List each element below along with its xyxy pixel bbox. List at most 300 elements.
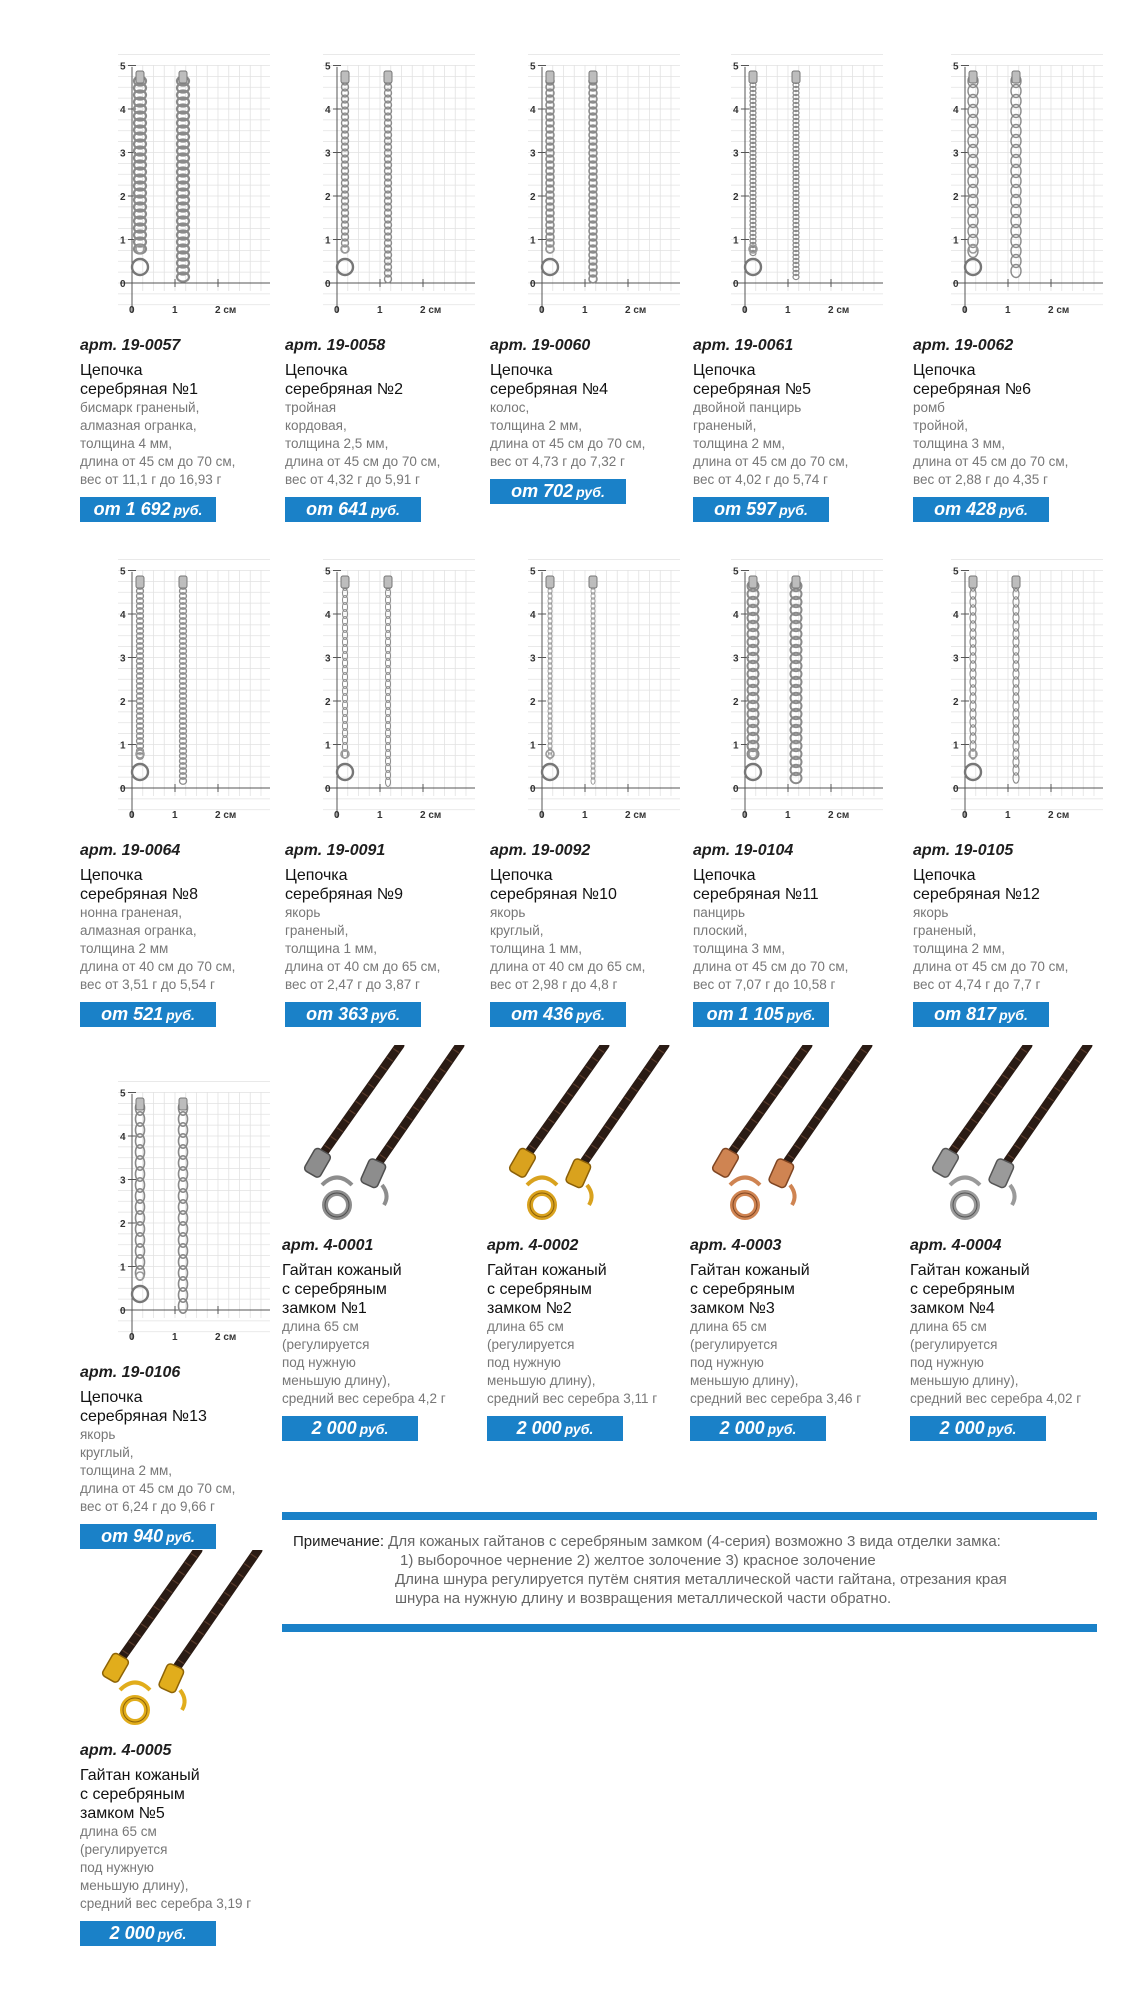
- ruler-y-tick: 0: [325, 784, 331, 795]
- chain-card-c1[interactable]: [80, 45, 285, 522]
- product-name-line: замком №1: [282, 1300, 367, 1317]
- price-badge[interactable]: [490, 1002, 626, 1027]
- product-photo: [285, 550, 475, 840]
- product-name-line: серебряная №11: [693, 886, 819, 903]
- price-badge[interactable]: [285, 1002, 421, 1027]
- product-name-line: серебряная №5: [693, 381, 811, 398]
- ruler-x-tick: 1: [172, 305, 178, 316]
- cord-card-g4[interactable]: [910, 1045, 1115, 1441]
- article-number: арт. 19-0105: [913, 842, 1014, 859]
- product-photo: [285, 45, 475, 335]
- product-name-line: серебряная №4: [490, 381, 608, 398]
- price-amount: от 1 105: [706, 1004, 784, 1024]
- note-bottom-divider: [282, 1624, 1097, 1632]
- product-name-line: замком №4: [910, 1300, 995, 1317]
- description-line: (регулируется: [80, 1842, 168, 1857]
- product-name-line: замком №3: [690, 1300, 775, 1317]
- product-name: [285, 361, 490, 399]
- description-line: ромб: [913, 400, 945, 415]
- chain-image: [542, 71, 597, 283]
- ruler-y-tick: 5: [120, 61, 126, 73]
- description-line: длина 65 см: [487, 1319, 564, 1334]
- ruler-x-tick: 0: [129, 810, 135, 821]
- description-line: вес от 6,24 г до 9,66 г: [80, 1499, 215, 1514]
- article-number: арт. 4-0002: [487, 1237, 579, 1254]
- description-line: меньшую длину),: [690, 1373, 799, 1388]
- ruler-y-tick: 1: [325, 235, 331, 247]
- ruler-x-tick: 0: [129, 305, 135, 316]
- chain-card-c8[interactable]: [490, 550, 695, 1027]
- description-line: якорь: [285, 905, 321, 920]
- description-line: длина от 45 см до 70 см,: [80, 1481, 236, 1496]
- product-name: [80, 1388, 285, 1426]
- article-number: арт. 19-0064: [80, 842, 181, 859]
- product-name-line: серебряная №6: [913, 381, 1031, 398]
- product-name-line: серебряная №8: [80, 886, 198, 903]
- product-name-line: Цепочка: [285, 867, 348, 884]
- price-currency: руб.: [359, 1421, 389, 1437]
- ruler-y-tick: 0: [733, 279, 739, 290]
- product-description: [80, 1823, 285, 1913]
- product-photo: [80, 1072, 270, 1362]
- description-line: толщина 1 мм,: [490, 941, 583, 956]
- ruler-x-tick: 0: [129, 1332, 135, 1343]
- price-amount: от 940: [101, 1526, 164, 1546]
- price-amount: от 363: [306, 1004, 369, 1024]
- description-line: вес от 4,32 г до 5,91 г: [285, 472, 420, 487]
- ruler-y-tick: 1: [530, 740, 536, 752]
- ruler-y-tick: 3: [733, 653, 739, 665]
- product-description: [80, 1426, 285, 1516]
- cord-card-g3[interactable]: [690, 1045, 895, 1441]
- product-description: [913, 399, 1118, 489]
- product-name-line: серебряная №10: [490, 886, 617, 903]
- ruler-y-tick: 4: [120, 1132, 126, 1143]
- ruler-y-tick: 2: [325, 697, 331, 708]
- cord-image: [508, 1045, 665, 1217]
- ruler-y-tick: 4: [733, 610, 739, 621]
- product-name-line: замком №5: [80, 1805, 165, 1822]
- ruler-x-tick: 2 см: [1048, 810, 1070, 821]
- ruler-x-tick: 1: [785, 305, 791, 316]
- chain-card-c7[interactable]: [285, 550, 490, 1027]
- product-description: [285, 399, 490, 489]
- description-line: толщина 2,5 мм,: [285, 436, 389, 451]
- price-amount: 2 000: [109, 1923, 155, 1943]
- ruler-x-tick: 1: [1005, 305, 1011, 316]
- description-line: длина 65 см: [910, 1319, 987, 1334]
- product-photo: [80, 45, 270, 335]
- chain-card-c10[interactable]: [913, 550, 1118, 1027]
- price-amount: от 1 692: [93, 499, 171, 519]
- product-name-line: Цепочка: [285, 362, 348, 379]
- description-line: средний вес серебра 4,02 г: [910, 1391, 1082, 1406]
- product-name-line: Цепочка: [80, 362, 143, 379]
- ruler-y-tick: 4: [953, 105, 959, 116]
- price-badge[interactable]: [80, 1002, 216, 1027]
- product-name-line: серебряная №2: [285, 381, 403, 398]
- price-currency: руб.: [371, 1007, 400, 1023]
- product-name-line: серебряная №9: [285, 886, 403, 903]
- ruler-x-tick: 2 см: [828, 305, 850, 316]
- price-badge[interactable]: [913, 1002, 1049, 1027]
- description-line: толщина 2 мм,: [80, 1463, 173, 1478]
- product-name: [487, 1261, 692, 1318]
- product-description: [487, 1318, 692, 1408]
- product-photo: [490, 45, 680, 335]
- ruler-y-tick: 0: [325, 279, 331, 290]
- ruler-y-tick: 1: [120, 740, 126, 752]
- note-line-3: Длина шнура регулируется путём снятия металлической части гайтана, отрезания края: [395, 1571, 1007, 1588]
- product-name: [490, 866, 695, 904]
- product-name: [913, 866, 1118, 904]
- product-name: [285, 866, 490, 904]
- product-description: [80, 399, 285, 489]
- description-line: вес от 3,51 г до 5,54 г: [80, 977, 215, 992]
- price-badge[interactable]: [80, 1524, 216, 1549]
- description-line: граненый,: [913, 923, 977, 938]
- product-name-line: Гайтан кожаный: [487, 1262, 607, 1279]
- ruler-x-tick: 2 см: [420, 810, 442, 821]
- ruler-x-tick: 1: [377, 305, 383, 316]
- ruler-x-tick: 0: [742, 305, 748, 316]
- ruler-x-tick: 0: [962, 810, 968, 821]
- description-line: панцирь: [693, 905, 746, 920]
- price-amount: 2 000: [311, 1418, 357, 1438]
- description-line: толщина 4 мм,: [80, 436, 173, 451]
- description-line: длина от 40 см до 65 см,: [285, 959, 441, 974]
- article-number: арт. 4-0004: [910, 1237, 1002, 1254]
- description-line: толщина 3 мм,: [693, 941, 786, 956]
- description-line: длина от 45 см до 70 см,: [285, 454, 441, 469]
- description-line: под нужную: [80, 1860, 154, 1875]
- ruler-y-tick: 0: [953, 279, 959, 290]
- chain-image: [542, 576, 597, 784]
- product-description: [693, 904, 898, 994]
- product-name-line: Гайтан кожаный: [910, 1262, 1030, 1279]
- ruler-y-tick: 2: [120, 1219, 126, 1230]
- description-line: якорь: [490, 905, 526, 920]
- description-line: вес от 2,47 г до 3,87 г: [285, 977, 420, 992]
- price-amount: 2 000: [939, 1418, 985, 1438]
- ruler-y-tick: 3: [953, 148, 959, 160]
- ruler-x-tick: 1: [582, 305, 588, 316]
- product-name: [80, 361, 285, 399]
- ruler-y-tick: 1: [733, 235, 739, 247]
- product-description: [285, 904, 490, 994]
- ruler-y-tick: 1: [953, 740, 959, 752]
- price-badge[interactable]: [282, 1416, 418, 1441]
- product-name-line: с серебряным: [690, 1281, 795, 1298]
- description-line: колос,: [490, 400, 530, 415]
- description-line: вес от 7,07 г до 10,58 г: [693, 977, 836, 992]
- chain-card-c5[interactable]: [913, 45, 1118, 522]
- ruler-y-tick: 0: [530, 279, 536, 290]
- ruler-x-tick: 0: [962, 305, 968, 316]
- price-badge[interactable]: [285, 497, 421, 522]
- price-badge[interactable]: [693, 1002, 829, 1027]
- ruler-y-tick: 3: [733, 148, 739, 160]
- description-line: вес от 4,73 г до 7,32 г: [490, 454, 625, 469]
- ruler-y-tick: 0: [120, 784, 126, 795]
- description-line: вес от 2,98 г до 4,8 г: [490, 977, 618, 992]
- ruler-y-tick: 1: [325, 740, 331, 752]
- ruler-y-tick: 1: [530, 235, 536, 247]
- article-number: арт. 19-0057: [80, 337, 181, 354]
- ruler-x-tick: 1: [1005, 810, 1011, 821]
- description-line: длина 65 см: [282, 1319, 359, 1334]
- description-line: якорь: [80, 1427, 116, 1442]
- description-line: длина от 45 см до 70 см,: [913, 454, 1069, 469]
- ruler-y-tick: 2: [733, 192, 739, 203]
- article-number: арт. 19-0092: [490, 842, 591, 859]
- description-line: средний вес серебра 3,11 г: [487, 1391, 658, 1406]
- note-line-2: 1) выборочное чернение 2) желтое золочение 3) красное золочение: [400, 1552, 876, 1569]
- ruler-y-tick: 2: [530, 192, 536, 203]
- price-amount: от 428: [934, 499, 997, 519]
- ruler-y-tick: 3: [120, 653, 126, 665]
- description-line: круглый,: [490, 923, 544, 938]
- product-name-line: замком №2: [487, 1300, 572, 1317]
- price-badge[interactable]: [690, 1416, 826, 1441]
- description-line: толщина 3 мм,: [913, 436, 1006, 451]
- note-label: Примечание:: [293, 1533, 384, 1550]
- note-top-divider: [282, 1512, 1097, 1520]
- product-photo: [80, 550, 270, 840]
- product-name-line: с серебряным: [910, 1281, 1015, 1298]
- description-line: меньшую длину),: [282, 1373, 391, 1388]
- ruler-y-tick: 2: [953, 697, 959, 708]
- description-line: под нужную: [487, 1355, 561, 1370]
- ruler-y-tick: 2: [120, 192, 126, 203]
- description-line: меньшую длину),: [910, 1373, 1019, 1388]
- ruler-y-tick: 0: [120, 1306, 126, 1317]
- ruler-x-tick: 1: [582, 810, 588, 821]
- description-line: толщина 2 мм,: [693, 436, 786, 451]
- chain-card-c4[interactable]: [693, 45, 898, 522]
- product-description: [910, 1318, 1115, 1408]
- ruler-x-tick: 1: [785, 810, 791, 821]
- ruler-x-tick: 1: [377, 810, 383, 821]
- ruler-y-tick: 2: [530, 697, 536, 708]
- description-line: длина от 40 см до 70 см,: [80, 959, 236, 974]
- chain-card-c11[interactable]: [80, 1072, 285, 1549]
- price-currency: руб.: [987, 1421, 1017, 1437]
- price-badge[interactable]: [80, 1921, 216, 1946]
- ruler-y-tick: 3: [120, 148, 126, 160]
- ruler-x-tick: 0: [539, 305, 545, 316]
- chain-card-c2[interactable]: [285, 45, 490, 522]
- product-name-line: с серебряным: [80, 1786, 185, 1803]
- description-line: вес от 4,74 г до 7,7 г: [913, 977, 1041, 992]
- price-amount: 2 000: [516, 1418, 562, 1438]
- ruler-x-tick: 1: [172, 1332, 178, 1343]
- description-line: (регулируется: [487, 1337, 575, 1352]
- product-name: [490, 361, 695, 399]
- product-name: [80, 1766, 285, 1823]
- description-line: средний вес серебра 4,2 г: [282, 1391, 446, 1406]
- price-currency: руб.: [173, 502, 203, 518]
- article-number: арт. 19-0062: [913, 337, 1014, 354]
- price-badge[interactable]: [490, 479, 626, 504]
- product-description: [80, 904, 285, 994]
- price-amount: 2 000: [719, 1418, 765, 1438]
- cord-card-g5[interactable]: [80, 1550, 285, 1946]
- ruler-x-tick: 2 см: [215, 1332, 237, 1343]
- ruler-grid: [118, 1072, 270, 1332]
- description-line: меньшую длину),: [487, 1373, 596, 1388]
- article-number: арт. 4-0001: [282, 1237, 374, 1254]
- description-line: длина от 40 см до 65 см,: [490, 959, 646, 974]
- price-amount: от 641: [306, 499, 369, 519]
- price-currency: руб.: [371, 502, 400, 518]
- product-name-line: Цепочка: [80, 1389, 143, 1406]
- product-name-line: Гайтан кожаный: [282, 1262, 402, 1279]
- description-line: под нужную: [910, 1355, 984, 1370]
- price-amount: от 702: [511, 481, 574, 501]
- ruler-y-tick: 4: [120, 610, 126, 621]
- description-line: толщина 1 мм,: [285, 941, 378, 956]
- chain-card-c3[interactable]: [490, 45, 695, 504]
- cord-card-g1[interactable]: [282, 1045, 487, 1441]
- product-photo: [490, 550, 680, 840]
- product-name: [693, 361, 898, 399]
- ruler-y-tick: 3: [325, 148, 331, 160]
- description-line: длина 65 см: [690, 1319, 767, 1334]
- product-name-line: Цепочка: [80, 867, 143, 884]
- description-line: тройная: [285, 400, 337, 415]
- description-line: якорь: [913, 905, 949, 920]
- cord-image: [303, 1045, 460, 1217]
- price-currency: руб.: [767, 1421, 797, 1437]
- description-line: под нужную: [282, 1355, 356, 1370]
- price-badge[interactable]: [80, 497, 216, 522]
- ruler-y-tick: 1: [733, 740, 739, 752]
- product-photo: [910, 1045, 1105, 1235]
- product-description: [693, 399, 898, 489]
- product-description: [913, 904, 1118, 994]
- article-number: арт. 4-0005: [80, 1742, 172, 1759]
- ruler-x-tick: 1: [172, 810, 178, 821]
- ruler-y-tick: 5: [530, 61, 536, 73]
- description-line: вес от 4,02 г до 5,74 г: [693, 472, 828, 487]
- ruler-y-tick: 0: [953, 784, 959, 795]
- product-photo: [282, 1045, 477, 1235]
- description-line: граненый,: [693, 418, 757, 433]
- price-badge[interactable]: [913, 497, 1049, 522]
- ruler-y-tick: 3: [530, 148, 536, 160]
- price-badge[interactable]: [910, 1416, 1046, 1441]
- description-line: длина от 45 см до 70 см,: [913, 959, 1069, 974]
- product-name-line: Цепочка: [490, 362, 553, 379]
- price-currency: руб.: [166, 1007, 195, 1023]
- product-name-line: Цепочка: [693, 362, 756, 379]
- description-line: длина от 45 см до 70 см,: [490, 436, 646, 451]
- description-line: круглый,: [80, 1445, 134, 1460]
- price-badge[interactable]: [693, 497, 829, 522]
- ruler-y-tick: 4: [120, 105, 126, 116]
- chain-image: [132, 576, 187, 784]
- description-line: кордовая,: [285, 418, 347, 433]
- price-currency: руб.: [166, 1529, 195, 1545]
- price-amount: от 597: [714, 499, 777, 519]
- ruler-x-tick: 0: [334, 305, 340, 316]
- product-name-line: Цепочка: [913, 362, 976, 379]
- ruler-y-tick: 2: [733, 697, 739, 708]
- product-name: [80, 866, 285, 904]
- product-photo: [913, 550, 1103, 840]
- article-number: арт. 4-0003: [690, 1237, 782, 1254]
- ruler-x-tick: 2 см: [215, 810, 237, 821]
- chain-image: [132, 1098, 188, 1313]
- description-line: (регулируется: [282, 1337, 370, 1352]
- ruler-y-tick: 0: [120, 279, 126, 290]
- description-line: тройной,: [913, 418, 968, 433]
- price-badge[interactable]: [487, 1416, 623, 1441]
- price-currency: руб.: [157, 1926, 187, 1942]
- description-line: средний вес серебра 3,46 г: [690, 1391, 862, 1406]
- ruler-x-tick: 0: [539, 810, 545, 821]
- article-number: арт. 19-0106: [80, 1364, 181, 1381]
- product-description: [490, 904, 695, 994]
- description-line: толщина 2 мм,: [913, 941, 1006, 956]
- description-line: средний вес серебра 3,19 г: [80, 1896, 252, 1911]
- description-line: нонна граненая,: [80, 905, 183, 920]
- product-name-line: Цепочка: [693, 867, 756, 884]
- note-block: [293, 1532, 1093, 1608]
- cord-card-g2[interactable]: [487, 1045, 692, 1441]
- product-name: [910, 1261, 1115, 1318]
- ruler-y-tick: 4: [953, 610, 959, 621]
- product-name: [913, 361, 1118, 399]
- product-name-line: серебряная №12: [913, 886, 1040, 903]
- ruler-y-tick: 3: [120, 1175, 126, 1187]
- chain-card-c9[interactable]: [693, 550, 898, 1027]
- product-photo: [913, 45, 1103, 335]
- ruler-y-tick: 3: [953, 653, 959, 665]
- ruler-y-tick: 5: [953, 566, 959, 578]
- description-line: алмазная огранка,: [80, 418, 197, 433]
- article-number: арт. 19-0091: [285, 842, 386, 859]
- price-currency: руб.: [786, 1007, 816, 1023]
- cord-image: [931, 1045, 1088, 1217]
- ruler-y-tick: 3: [325, 653, 331, 665]
- article-number: арт. 19-0058: [285, 337, 386, 354]
- description-line: толщина 2 мм,: [490, 418, 583, 433]
- price-currency: руб.: [564, 1421, 594, 1437]
- article-number: арт. 19-0060: [490, 337, 591, 354]
- product-description: [690, 1318, 895, 1408]
- product-name-line: с серебряным: [282, 1281, 387, 1298]
- product-name-line: серебряная №13: [80, 1408, 207, 1425]
- ruler-y-tick: 0: [733, 784, 739, 795]
- chain-card-c6[interactable]: [80, 550, 285, 1027]
- ruler-x-tick: 2 см: [1048, 305, 1070, 316]
- product-description: [282, 1318, 487, 1408]
- cord-image: [101, 1550, 258, 1722]
- price-amount: от 436: [511, 1004, 574, 1024]
- product-name: [693, 866, 898, 904]
- product-photo: [690, 1045, 885, 1235]
- description-line: длина 65 см: [80, 1824, 157, 1839]
- ruler-y-tick: 5: [120, 1088, 126, 1100]
- ruler-x-tick: 2 см: [625, 810, 647, 821]
- ruler-y-tick: 5: [953, 61, 959, 73]
- note-line-4: шнура на нужную длину и возвращения металлической части обратно.: [395, 1590, 892, 1607]
- price-currency: руб.: [999, 502, 1028, 518]
- ruler-y-tick: 5: [733, 566, 739, 578]
- description-line: двойной панцирь: [693, 400, 802, 415]
